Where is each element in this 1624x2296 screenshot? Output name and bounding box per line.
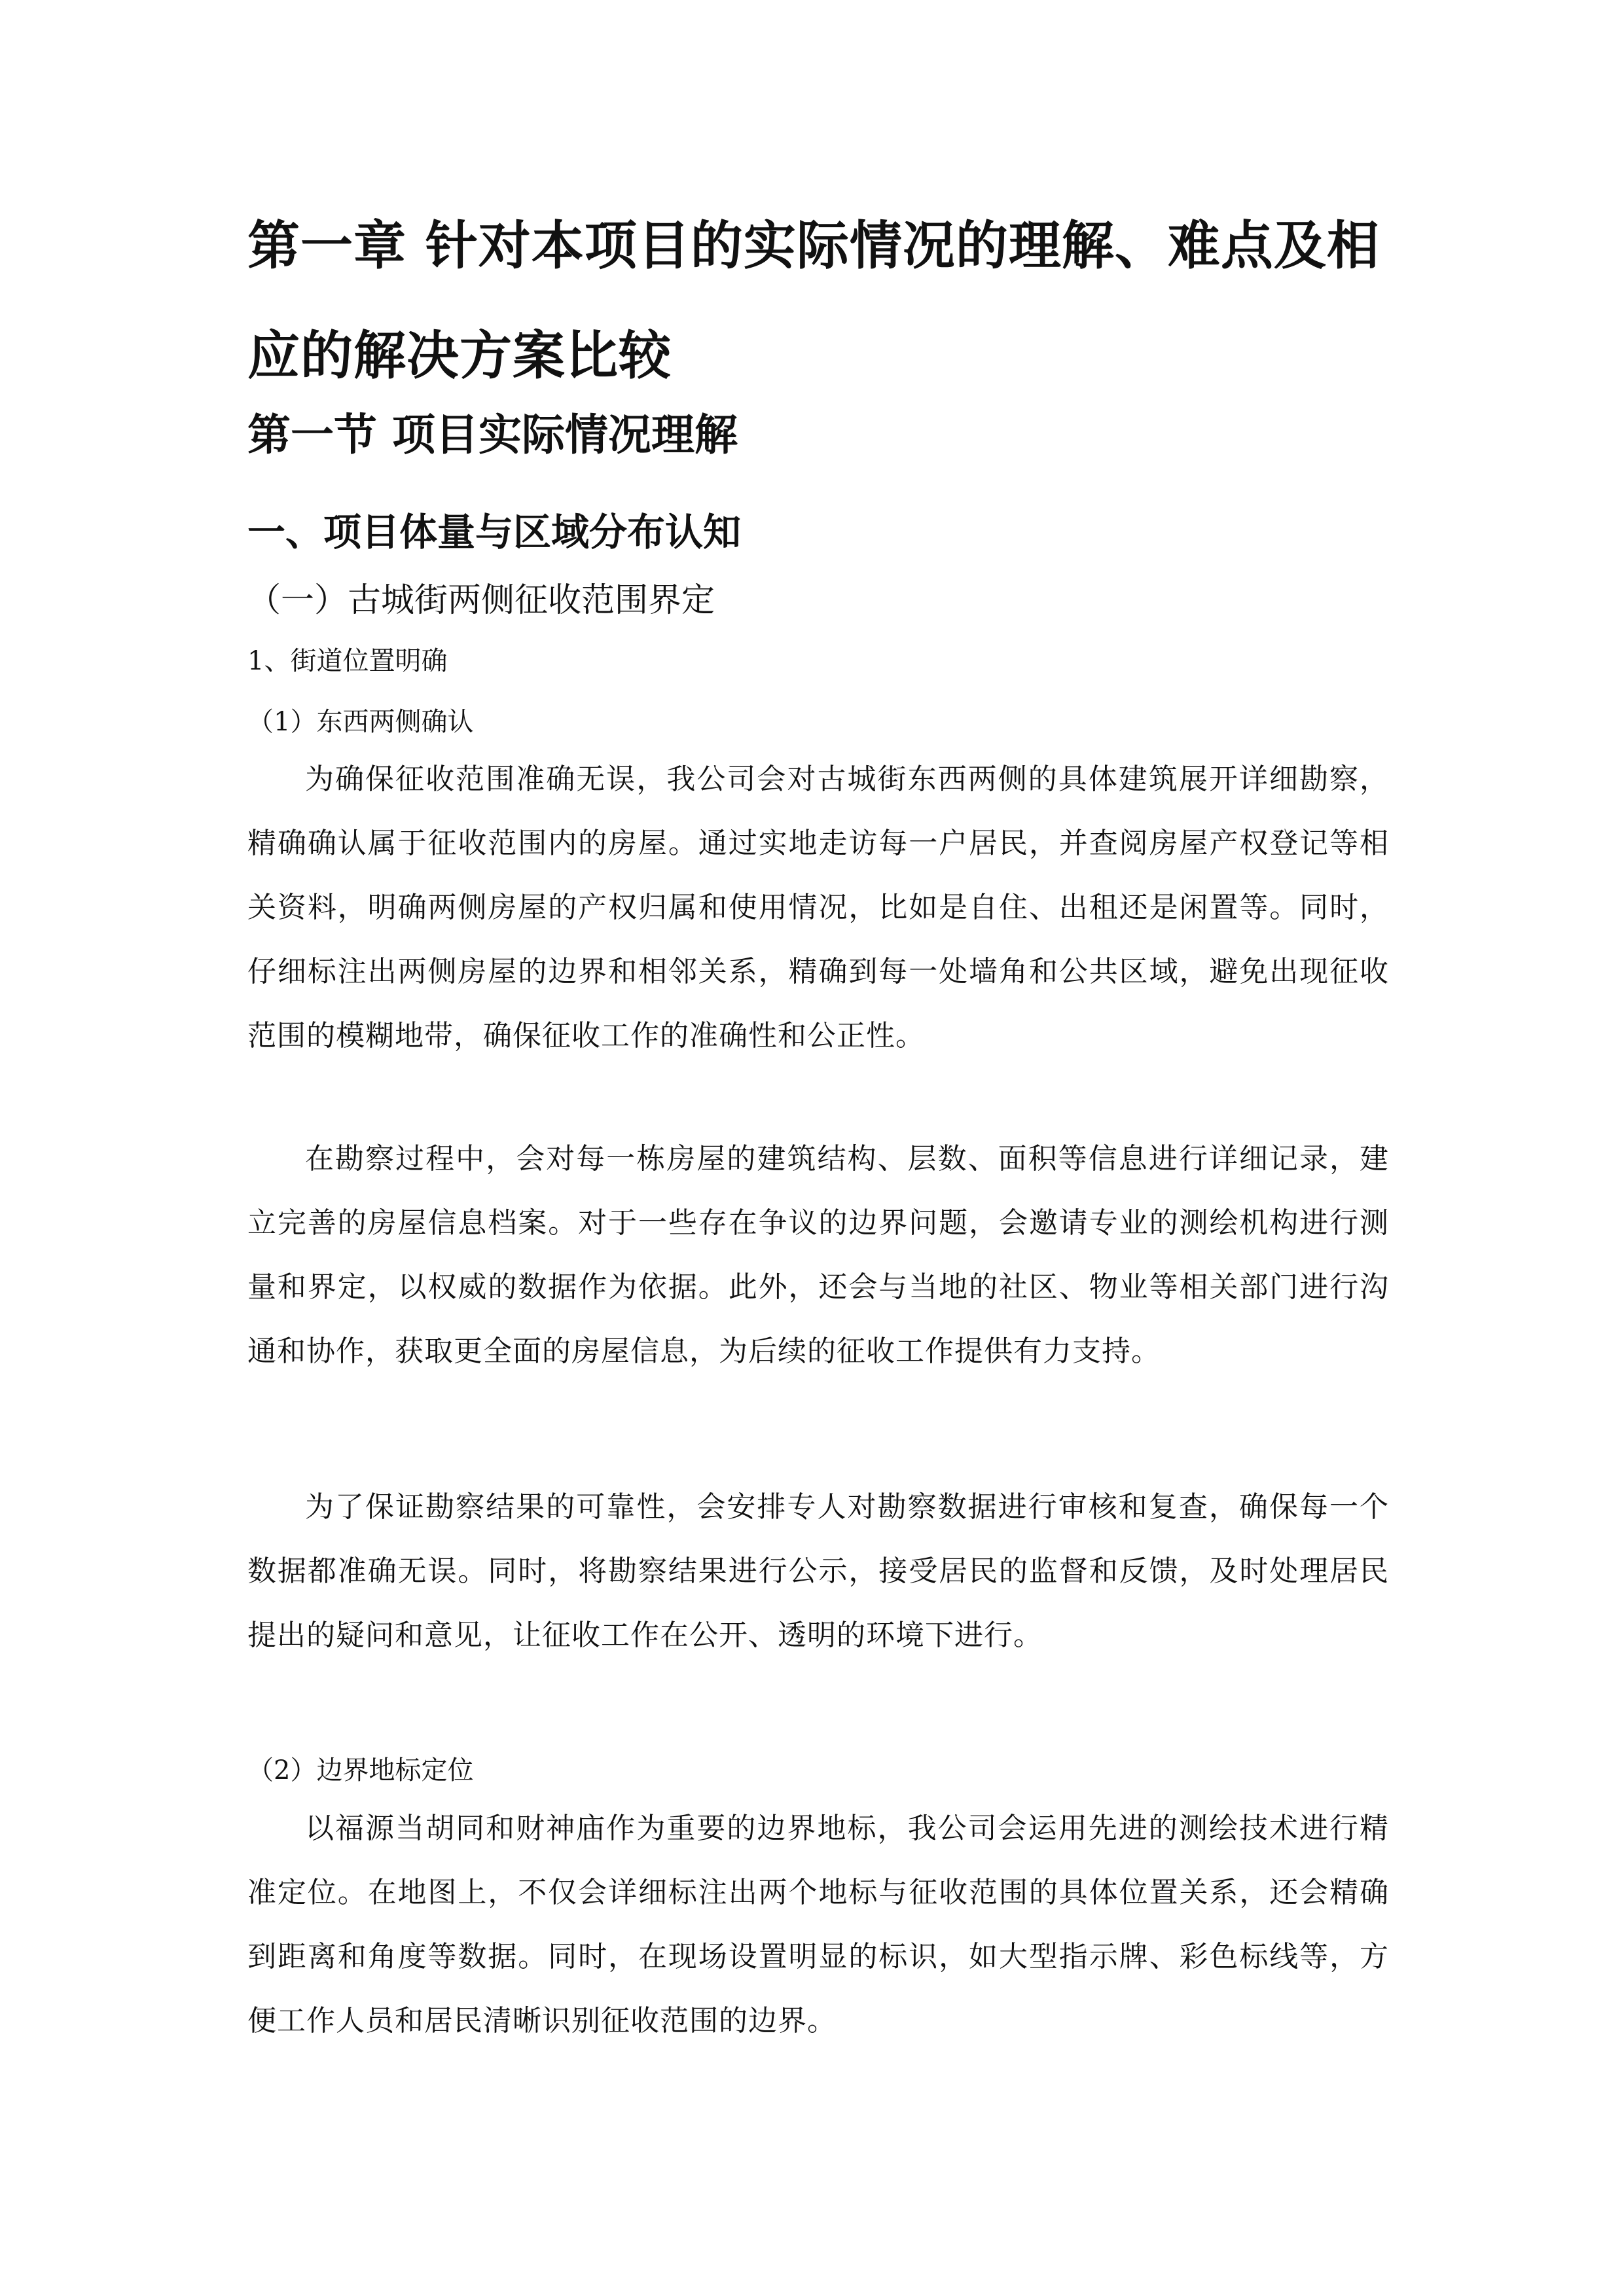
subsection-title: 一、项目体量与区域分布认知 (247, 510, 742, 554)
paragraph-1: 为确保征收范围准确无误，我公司会对古城街东西两侧的具体建筑展开详细勘察，精确确认属于征收范围内的房屋。通过实地走访每一户居民，并查阅房屋产权登记等相关资料，明确两侧房屋的产权归属和使用情况，比如是自住、出租还是闲置等。同时，仔细标注出两侧房屋的边界和相邻关系，精确到每一处墙角和公共区域，避免出现征收范围的模糊地带，确保征收工作的准确性和公正性。 (247, 762, 1389, 1052)
item-title-1: 1、街道位置明确 (247, 646, 448, 676)
paragraph-3: 为了保证勘察结果的可靠性，会安排专人对勘察数据进行审核和复查，确保每一个数据都准确无误。同时，将勘察结果进行公示，接受居民的监督和反馈，及时处理居民提出的疑问和意见，让征收工作在公开、透明的环境下进行。 (247, 1490, 1389, 1652)
paragraph-2: 在勘察过程中，会对每一栋房屋的建筑结构、层数、面积等信息进行详细记录，建立完善的房屋信息档案。对于一些存在争议的边界问题，会邀请专业的测绘机构进行测量和界定，以权威的数据作为依据。此外，还会与当地的社区、物业等相关部门进行沟通和协作，获取更全面的房屋信息，为后续的征收工作提供有力支持。 (247, 1142, 1389, 1368)
subsubsection-title: （一）古城街两侧征收范围界定 (247, 581, 715, 620)
section-title: 第一节 项目实际情况理解 (247, 410, 738, 460)
sub-item-title-2: （2）边界地标定位 (247, 1755, 474, 1785)
chapter-title: 第一章 针对本项目的实际情况的理解、难点及相应的解决方案比较 (247, 215, 1380, 386)
sub-item-title-1: （1）东西两侧确认 (247, 707, 474, 737)
paragraph-4: 以福源当胡同和财神庙作为重要的边界地标，我公司会运用先进的测绘技术进行精准定位。在地图上，不仅会详细标注出两个地标与征收范围的具体位置关系，还会精确到距离和角度等数据。同时，在现场设置明显的标识，如大型指示牌、彩色标线等，方便工作人员和居民清晰识别征收范围的边界。 (247, 1812, 1389, 2037)
